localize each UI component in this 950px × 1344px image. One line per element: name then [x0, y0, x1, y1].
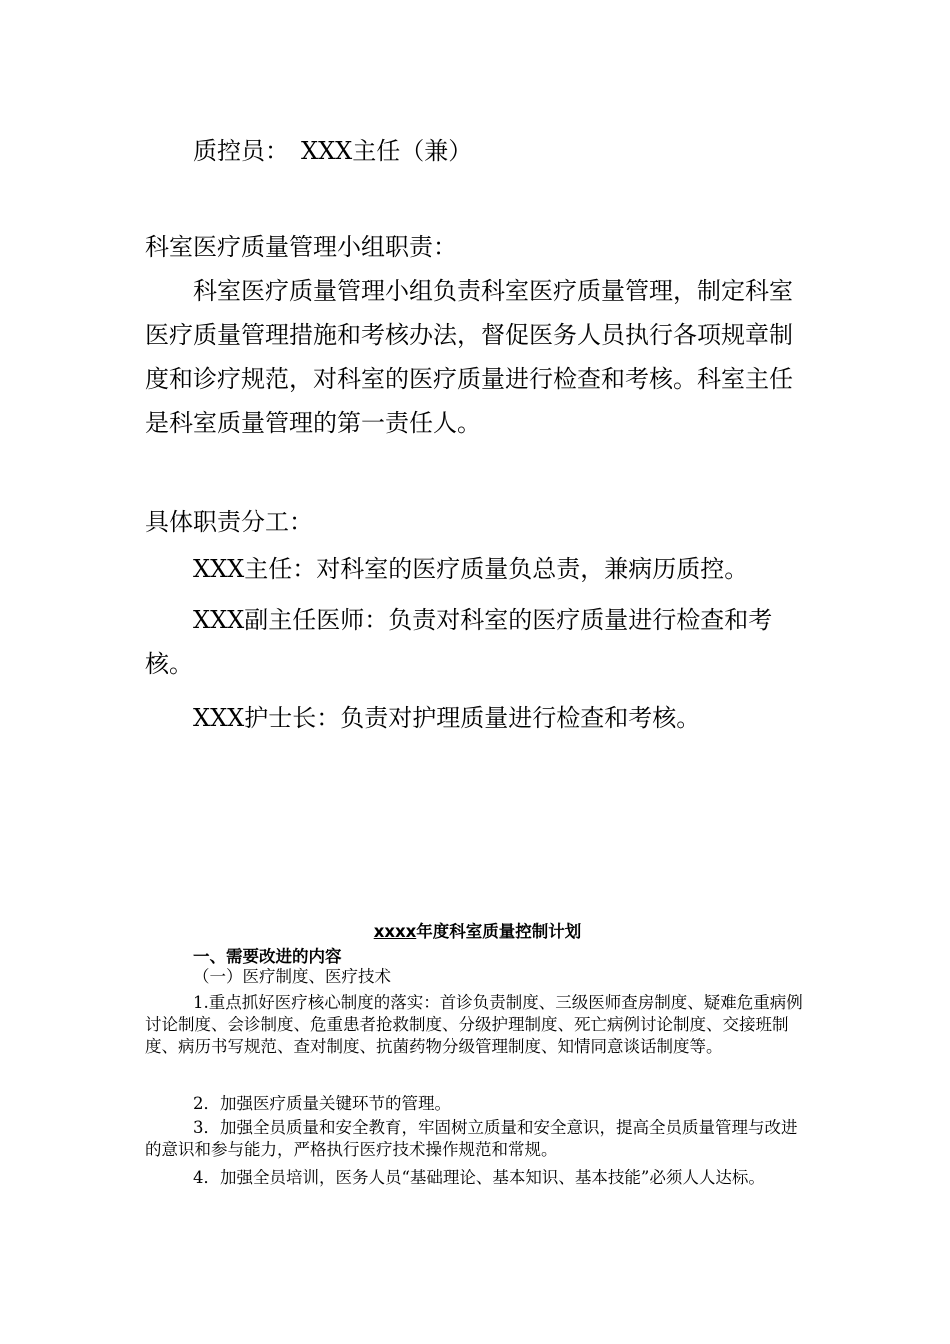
duty-heading: 科室医疗质量管理小组职责： — [145, 233, 457, 261]
duty-paragraph: 科室医疗质量管理小组负责科室医疗质量管理，制定科室医疗质量管理措施和考核办法，督促医务人员执行各项规章制度和诊疗规范，对科室的医疗质量进行检查和考核。科室主任是科室质量管理的第一责任人。 — [145, 277, 793, 437]
plan-title — [145, 918, 810, 942]
plan-item-3: 3．加强全员质量和安全教育，牢固树立质量和安全意识，提高全员质量管理与改进的意识和参与能力，严格执行医疗技术操作规范和常规。 — [145, 1118, 798, 1159]
plan-item-4: 4．加强全员培训，医务人员“基础理论、基本知识、基本技能”必须人人达标。 — [193, 1168, 765, 1187]
plan-item-1: 1.重点抓好医疗核心制度的落实：首诊负责制度、三级医师查房制度、疑难危重病例讨论制度、会诊制度、危重患者抢救制度、分级护理制度、死亡病例讨论制度、交接班制度、病历书写规范、查对制度、抗菌药物分级管理制度、知情同意谈话制度等。 — [145, 993, 803, 1056]
subsection-heading-1: （一）医疗制度、医疗技术 — [193, 967, 391, 986]
qc-line: 质控员： XXX主任（兼） — [193, 137, 473, 165]
division-item-3: XXX护士长：负责对护理质量进行检查和考核。 — [193, 704, 701, 732]
plan-title-rest: 年度科室质量控制计划 — [416, 922, 582, 941]
division-item-2: XXX副主任医师：负责对科室的医疗质量进行检查和考核。 — [145, 606, 773, 678]
section-heading-1: 一、需要改进的内容 — [193, 947, 342, 966]
plan-item-2: 2．加强医疗质量关键环节的管理。 — [193, 1094, 451, 1113]
division-item-1: XXX主任：对科室的医疗质量负总责，兼病历质控。 — [193, 555, 749, 583]
plan-title-year: xxxx — [373, 922, 417, 941]
division-heading: 具体职责分工： — [145, 508, 313, 536]
